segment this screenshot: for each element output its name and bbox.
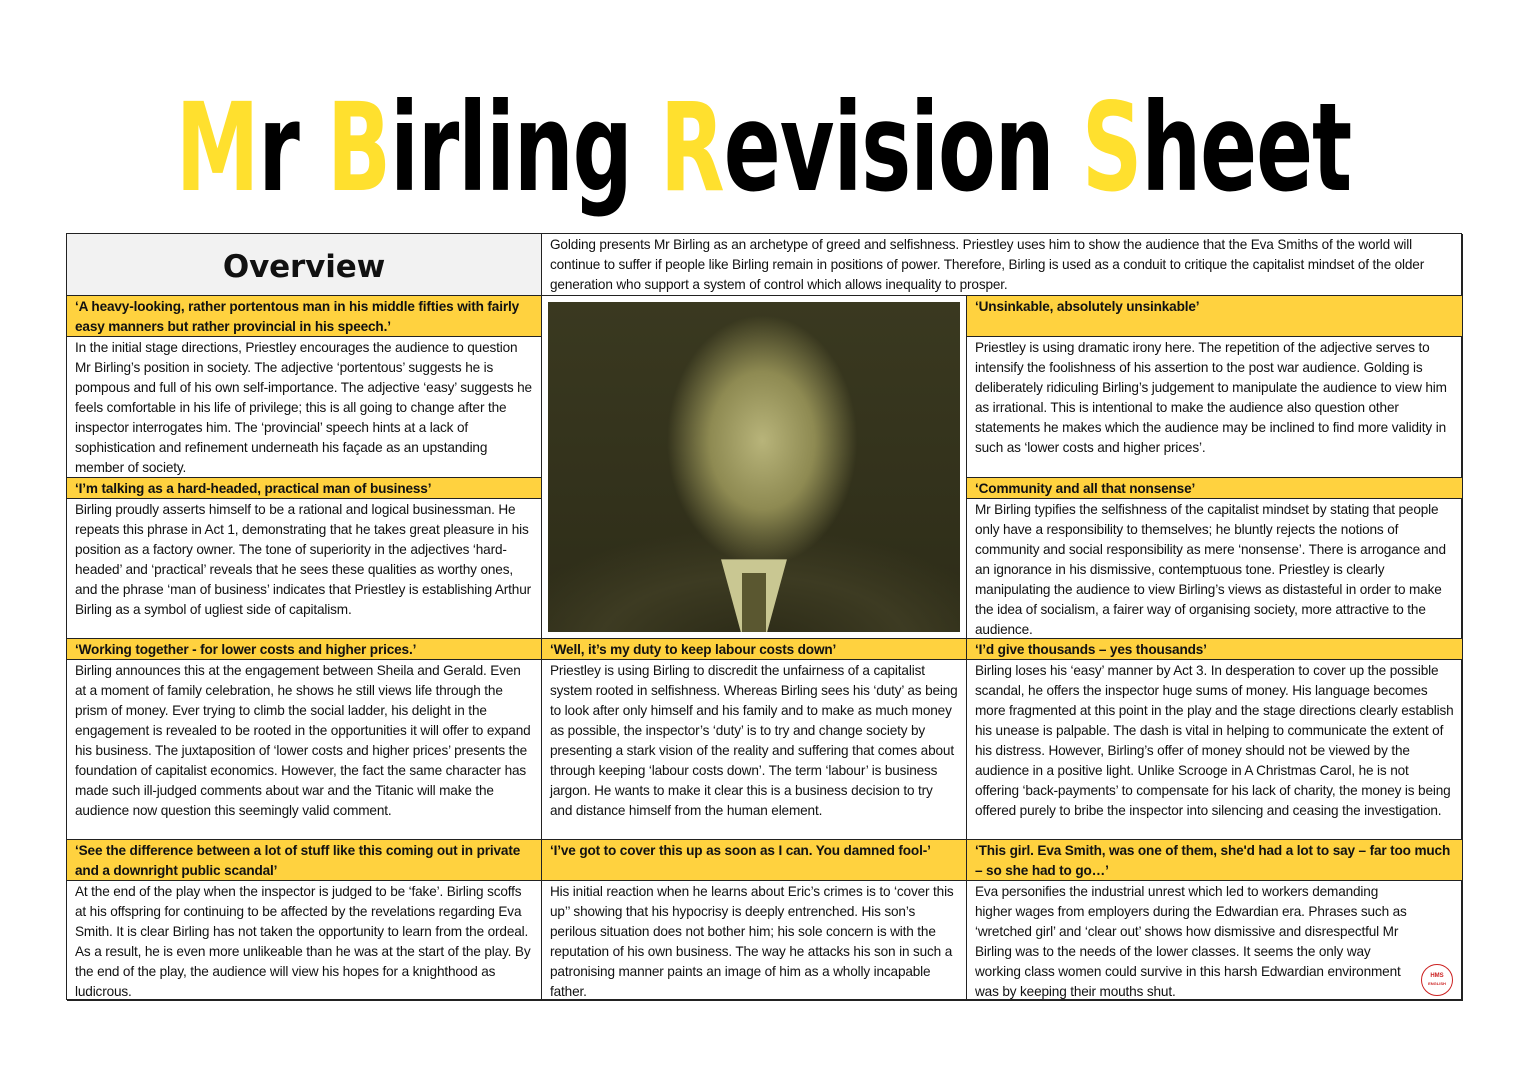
- quote-cell: ‘Well, it’s my duty to keep labour costs down’: [542, 639, 967, 660]
- overview-heading: Overview: [67, 234, 542, 296]
- analysis-cell: His initial reaction when he learns about Eric’s crimes is to ‘cover this up’’ showing that his hypocrisy is deeply entrenched. His son’s perilous situation does not bother him; his sole concern is with the reputation of his own business. The way he attacks his son in such a patronising manner paints an image of him as a wholly incapable father.: [542, 881, 967, 1001]
- analysis-cell: Eva personifies the industrial unrest which led to workers demanding higher wages from employers during the Edwardian era. Phrases such as ‘wretched girl’ and ‘clear out’ shows how dismissive and disrespectful Mr Birling was to the needs of the lower classes. It seems the only way working class women could survive in this harsh Edwardian environment was by keeping their mouths shut.: [967, 881, 1463, 1001]
- quote-cell: ‘I’m talking as a hard-headed, practical man of business’: [67, 478, 542, 499]
- revision-table: [66, 233, 1462, 1000]
- quote-cell: ‘I’ve got to cover this up as soon as I can. You damned fool-’: [542, 840, 967, 881]
- quote-cell: ‘Working together - for lower costs and higher prices.’: [67, 639, 542, 660]
- quote-cell: ‘See the difference between a lot of stuff like this coming out in private and a downright public scandal’: [67, 840, 542, 881]
- hms-english-logo: HMS ENGLISH: [1421, 964, 1453, 996]
- character-portrait: [542, 296, 967, 639]
- analysis-cell: Birling loses his ‘easy’ manner by Act 3. In desperation to cover up the possible scandal, he offers the inspector huge sums of money. His language becomes more fragmented at this point in the play and the stage directions clearly establish his unease is palpable. The dash is vital in helping to communicate the extent of his distress. However, Birling’s offer of money should not be viewed by the audience in a positive light. Unlike Scrooge in A Christmas Carol, he is not offering ‘back-payments’ to compensate for his lack of charity, the money is being offered purely to bribe the inspector into silencing and ceasing the investigation.: [967, 660, 1463, 840]
- analysis-cell: Priestley is using Birling to discredit the unfairness of a capitalist system rooted in selfishness. Whereas Birling sees his ‘duty’ as being to look after only himself and his family and to make as much money as possible, the inspector’s ‘duty’ is to try and change society by presenting a stark vision of the reality and suffering that comes about through keeping ‘labour costs down’. The term ‘labour’ is business jargon. He wants to make it clear this is a business decision to try and distance himself from the human element.: [542, 660, 967, 840]
- analysis-cell: Birling proudly asserts himself to be a rational and logical businessman. He repeats this phrase in Act 1, demonstrating that he takes great pleasure in his position as a factory owner. The tone of superiority in the adjectives ‘hard-headed’ and ‘practical’ reveals that he sees these qualities as worthy ones, and the phrase ‘man of business’ indicates that Priestley is establishing Arthur Birling as a symbol of ugliest side of capitalism.: [67, 499, 542, 639]
- page-title: Mr Birling Revision Sheet: [175, 76, 1352, 220]
- quote-cell: ‘I’d give thousands – yes thousands’: [967, 639, 1463, 660]
- analysis-cell: In the initial stage directions, Priestley encourages the audience to question Mr Birling’s position in society. The adjective ‘portentous’ suggests he is pompous and full of his own self-importance. The adjective ‘easy’ suggests he feels comfortable in his life of privilege; this is all going to change after the inspector interrogates him. The ‘provincial’ speech hints at a lack of sophistication and refinement underneath his façade as an upstanding member of society.: [67, 337, 542, 478]
- analysis-cell: Priestley is using dramatic irony here. The repetition of the adjective serves to intensify the foolishness of his assertion to the post war audience. Golding is deliberately ridiculing Birling’s judgement to manipulate the audience to view him as irrational. This is intentional to make the audience also question other statements he makes which the audience may be inclined to find more validity in such as ‘lower costs and higher prices’.: [967, 337, 1463, 478]
- quote-cell: ‘A heavy-looking, rather portentous man in his middle fifties with fairly easy manners but rather provincial in his speech.’: [67, 296, 542, 337]
- analysis-cell: At the end of the play when the inspector is judged to be ‘fake’. Birling scoffs at his offspring for continuing to be affected by the revelations regarding Eva Smith. It is clear Birling has not taken the opportunity to learn from the ordeal. As a result, he is even more unlikeable than he was at the start of the play. By the end of the play, the audience will view his hopes for a knighthood as ludicrous.: [67, 881, 542, 1001]
- analysis-cell: Mr Birling typifies the selfishness of the capitalist mindset by stating that people only have a responsibility to themselves; he bluntly rejects the notions of community and social responsibility as mere ‘nonsense’. There is arrogance and an ignorance in his dismissive, contemptuous tone. Priestley is clearly manipulating the audience to view Birling’s views as distasteful in order to make the idea of socialism, a fairer way of organising society, more attractive to the audience.: [967, 499, 1463, 639]
- portrait-image: [548, 302, 960, 632]
- analysis-cell: Birling announces this at the engagement between Sheila and Gerald. Even at a moment of family celebration, he shows he still views life through the prism of money. Ever trying to climb the social ladder, his delight in the engagement is revealed to be rooted in the opportunities it will offer to expand his business. The juxtaposition of ‘lower costs and higher prices’ presents the foundation of capitalist economics. However, the fact the same character has made such ill-judged comments about war and the Titanic will make the audience now question this seemingly valid comment.: [67, 660, 542, 840]
- quote-cell: ‘Unsinkable, absolutely unsinkable’: [967, 296, 1463, 337]
- intro-text: Golding presents Mr Birling as an archetype of greed and selfishness. Priestley uses him to show the audience that the Eva Smiths of the world will continue to suffer if people like Birling remain in positions of power. Therefore, Birling is used as a conduit to critique the capitalist mindset of the older generation who support a system of control which allows inequality to prosper.: [542, 234, 1463, 296]
- quote-cell: ‘This girl. Eva Smith, was one of them, she'd had a lot to say – far too much – so she had to go…’: [967, 840, 1463, 881]
- quote-cell: ‘Community and all that nonsense’: [967, 478, 1463, 499]
